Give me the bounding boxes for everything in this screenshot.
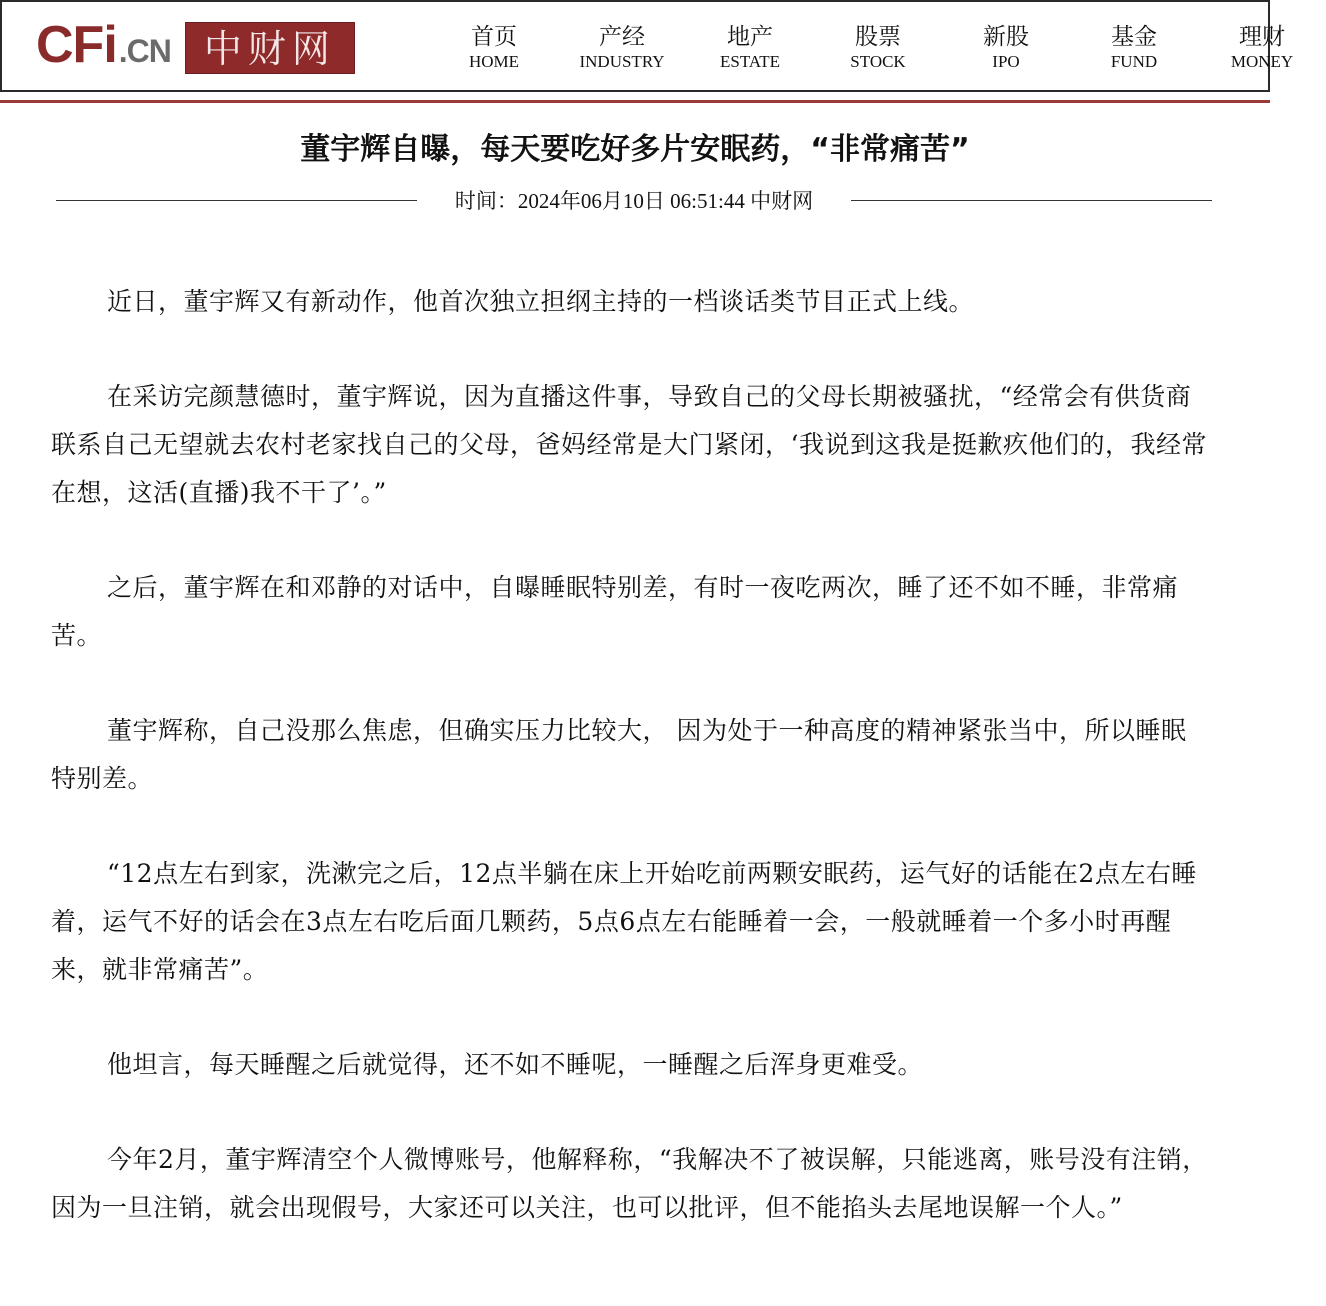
nav-item-stock[interactable] — [814, 22, 942, 72]
meta-divider-left — [56, 200, 417, 201]
nav-item-fund[interactable] — [1070, 22, 1198, 72]
nav-item-label-en: FUND — [1110, 52, 1158, 71]
meta-divider-right — [851, 200, 1212, 201]
nav-item-ipo[interactable] — [942, 22, 1070, 72]
article-paragraph: 之后，董宇辉在和邓静的对话中，自曝睡眠特别差，有时一夜吃两次，睡了还不如不睡，非常痛苦。 — [51, 573, 1179, 650]
nav-item-label-cn: 理财 — [1239, 24, 1285, 50]
nav-item-money[interactable] — [1198, 22, 1326, 72]
site-logo[interactable] — [36, 16, 355, 76]
nav-item-label-en: IPO — [992, 52, 1020, 71]
article-body — [51, 278, 1211, 1279]
nav-item-label-cn: 产经 — [599, 24, 645, 50]
nav-item-label-cn: 基金 — [1111, 24, 1157, 50]
main-nav — [430, 22, 1326, 72]
article-paragraph: 他坦言，每天睡醒之后就觉得，还不如不睡呢，一睡醒之后浑身更难受。 — [107, 1050, 924, 1079]
nav-item-label-en: ESTATE — [719, 52, 781, 71]
nav-item-label-cn: 首页 — [471, 24, 517, 50]
article-title: 董宇辉自曝，每天要吃好多片安眠药，“非常痛苦” — [300, 132, 970, 167]
article-paragraph: “12点左右到家，洗漱完之后，12点半躺在床上开始吃前两颗安眠药，运气好的话能在2点左右睡着，运气不好的话会在3点左右吃后面几颗药，5点6点左右能睡着一会，一般就睡着一个多小时再醒来，就非常痛苦”。 — [51, 859, 1197, 984]
article-paragraph: 在采访完颜慧德时，董宇辉说，因为直播这件事，导致自己的父母长期被骚扰，“经常会有供货商联系自己无望就去农村老家找自己的父母，爸妈经常是大门紧闭，‘我说到这我是挺歉疚他们的，我经常在想，这活(直播)我不干了’。” — [51, 382, 1207, 507]
nav-item-label-cn: 新股 — [983, 24, 1029, 50]
nav-item-label-en: MONEY — [1230, 52, 1294, 71]
article-paragraph: 近日，董宇辉又有新动作，他首次独立担纲主持的一档谈话类节目正式上线。 — [107, 287, 975, 316]
article-paragraph: 董宇辉称，自己没那么焦虑，但确实压力比较大， 因为处于一种高度的精神紧张当中，所以睡眠特别差。 — [51, 716, 1187, 793]
article-timestamp-source: 时间：2024年06月10日 06:51:44 中财网 — [454, 189, 814, 213]
header-divider — [0, 100, 1270, 103]
site-header — [0, 0, 1294, 92]
nav-item-label-en: STOCK — [850, 52, 906, 71]
article-paragraph: 今年2月，董宇辉清空个人微博账号，他解释称，“我解决不了被误解，只能逃离，账号没有注销，因为一旦注销，就会出现假号，大家还可以关注，也可以批评，但不能掐头去尾地误解一个人。” — [51, 1145, 1208, 1222]
logo-wordmark — [36, 17, 171, 79]
nav-item-label-en: HOME — [468, 52, 520, 71]
nav-item-estate[interactable] — [686, 22, 814, 72]
nav-item-label-cn: 地产 — [727, 24, 773, 50]
nav-item-home[interactable] — [430, 22, 558, 72]
article-meta — [56, 184, 1212, 216]
logo-wordmark-text: CFi — [36, 16, 117, 74]
nav-item-label-cn: 股票 — [855, 24, 901, 50]
nav-item-label-en: INDUSTRY — [579, 52, 665, 71]
logo-domain-text: .CN — [118, 33, 171, 69]
nav-item-industry[interactable] — [558, 22, 686, 72]
logo-chinese-badge: 中财网 — [185, 22, 355, 74]
